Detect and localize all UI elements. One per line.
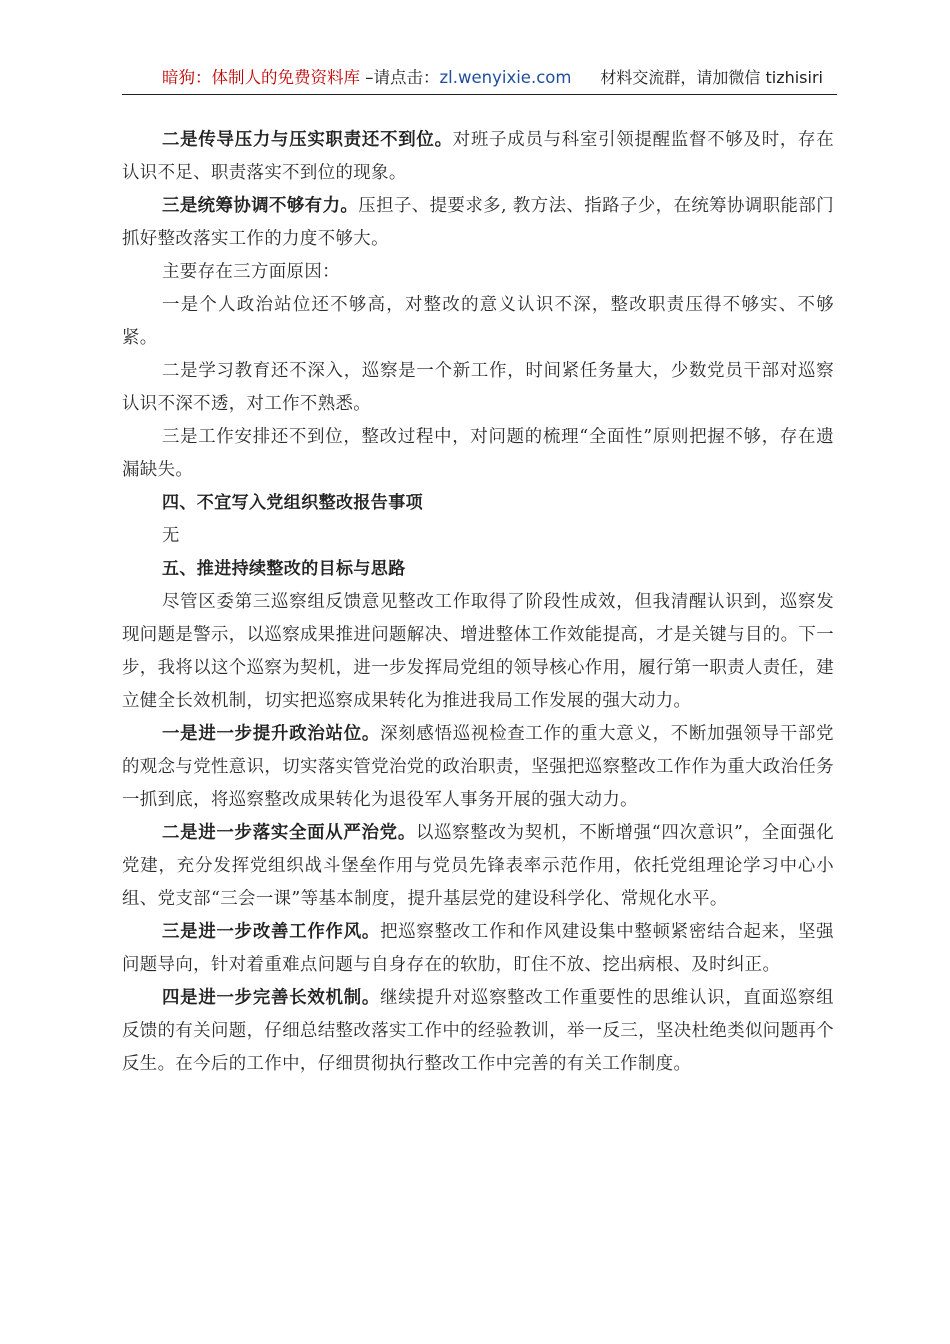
- paragraph-lead: 四是进一步完善长效机制。: [162, 988, 381, 1008]
- paragraph-none: 无: [162, 526, 180, 546]
- paragraph-text: 对班子成员与科室引领提醒监督不够及时，存在认识不足、职责落实不到位的现象。: [122, 130, 835, 183]
- paragraph-text: 尽管区委第三巡察组反馈意见整改工作取得了阶段性成效，但我清醒认识到，巡察发现问题是警示，以巡察成果推进问题解决、增进整体工作效能提高，才是关键与目的。下一步，我将以这个巡察为契机，进一步发挥局党组的领导核心作用，履行第一职责人责任，建立健全长效机制，切实把巡察成果转化为推进我局工作发展的强大动力。: [122, 592, 834, 711]
- paragraph: [122, 256, 834, 289]
- paragraph-text: 一是个人政治站位还不够高，对整改的意义认识不深，整改职责压得不够实、不够紧。: [122, 295, 834, 348]
- paragraph-text: 二是学习教育还不深入，巡察是一个新工作，时间紧任务量大，少数党员干部对巡察认识不深不透，对工作不熟悉。: [122, 361, 834, 414]
- header-url-link[interactable]: zl.wenyixie.com: [439, 68, 572, 87]
- paragraph: [122, 817, 834, 916]
- paragraph-lead: 三是进一步改善工作作风。: [162, 922, 381, 942]
- paragraph: [122, 916, 834, 982]
- header-wechat-note: 材料交流群，请加微信 tizhisiri: [600, 68, 823, 87]
- paragraph-text: 压担子、提要求多, 教方法、指路子少，在统筹协调职能部门抓好整改落实工作的力度不够大。: [122, 196, 834, 249]
- header-site-name: 暗狗：体制人的免费资料库: [162, 68, 360, 87]
- paragraph-lead: 三是统筹协调不够有力。: [162, 196, 359, 216]
- paragraph: [122, 421, 834, 487]
- header-banner[interactable]: [162, 62, 571, 94]
- paragraph-text: 继续提升对巡察整改工作重要性的思维认识，直面巡察组反馈的有关问题，仔细总结整改落实工作中的经验教训，举一反三，坚决杜绝类似问题再个反生。在今后的工作中，仔细贯彻执行整改工作中完善的有关工作制度。: [122, 988, 834, 1074]
- paragraph-text: 主要存在三方面原因：: [162, 262, 340, 282]
- paragraph: [122, 124, 834, 190]
- paragraph-text: 深刻感悟巡视检查工作的重大意义，不断加强领导干部党的观念与党性意识，切实落实管党治党的政治职责，坚强把巡察整改工作作为重大政治任务一抓到底，将巡察整改成果转化为退役军人事务开展的强大动力。: [122, 724, 834, 810]
- paragraph: [122, 289, 834, 355]
- paragraph-lead: 一是进一步提升政治站位。: [162, 724, 381, 744]
- page-header: [122, 62, 837, 95]
- document-body: [122, 124, 834, 1081]
- section-heading-5: 五、推进持续整改的目标与思路: [162, 559, 406, 579]
- paragraph: [122, 190, 834, 256]
- paragraph-lead: 二是传导压力与压实职责还不到位。: [162, 130, 453, 150]
- paragraph-lead: 二是进一步落实全面从严治党。: [162, 823, 416, 843]
- section-heading-4: 四、不宜写入党组织整改报告事项: [162, 493, 423, 513]
- header-click-prompt: –请点击：: [360, 68, 440, 87]
- paragraph: [122, 982, 834, 1081]
- paragraph-text: 以巡察整改为契机，不断增强“四次意识”，全面强化党建，充分发挥党组织战斗堡垒作用与党员先锋表率示范作用，依托党组理论学习中心小组、党支部“三会一课”等基本制度，提升基层党的建设科学化、常规化水平。: [122, 823, 834, 909]
- paragraph: [122, 718, 834, 817]
- paragraph-text: 把巡察整改工作和作风建设集中整顿紧密结合起来，坚强问题导向，针对着重难点问题与自身存在的软肋，盯住不放、挖出病根、及时纠正。: [122, 922, 834, 975]
- paragraph: [122, 586, 834, 718]
- paragraph: [122, 355, 834, 421]
- paragraph-text: 三是工作安排还不到位，整改过程中，对问题的梳理“全面性”原则把握不够，存在遗漏缺失。: [122, 427, 834, 480]
